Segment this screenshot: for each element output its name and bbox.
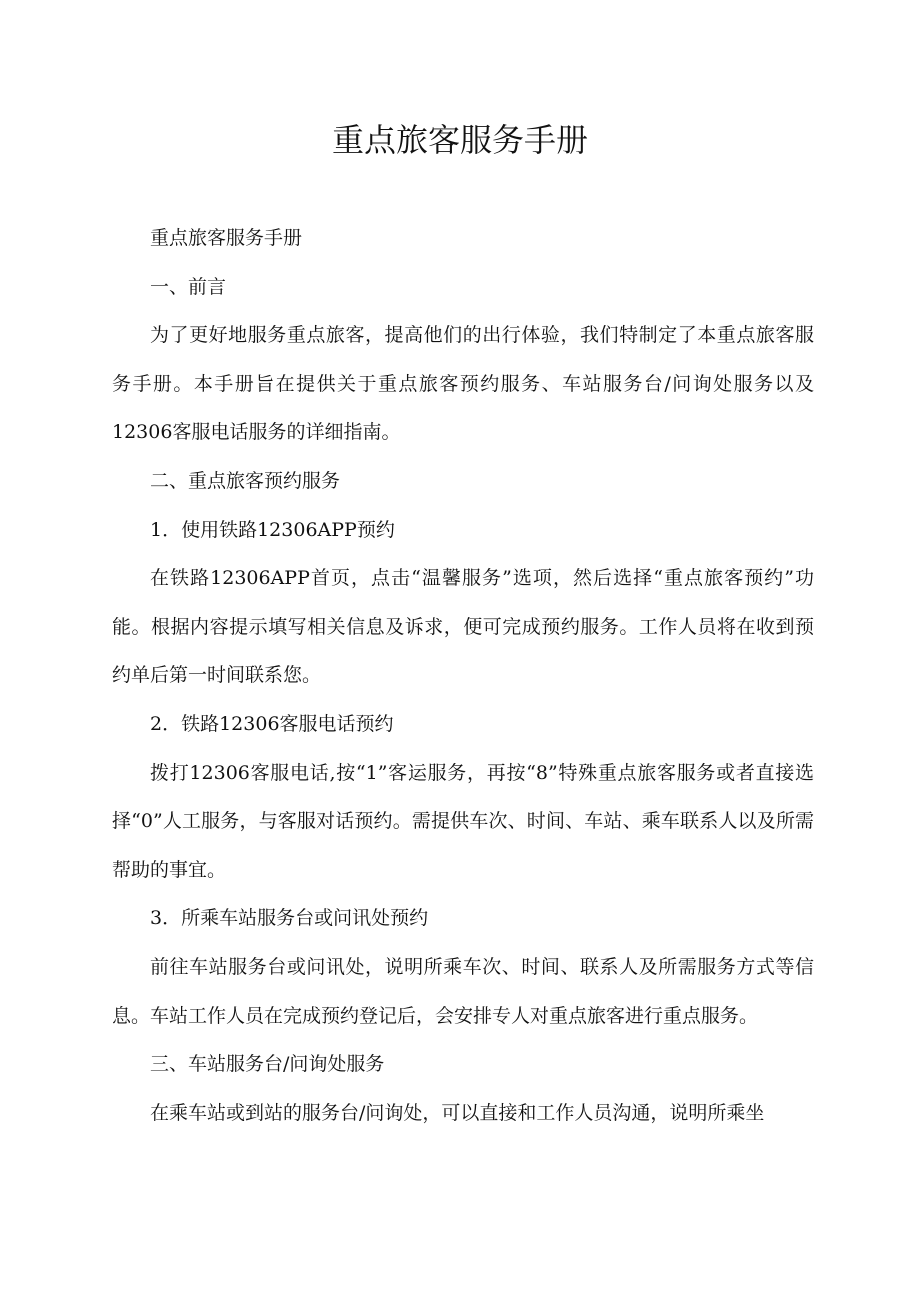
section-heading-service-desk: 三、车站服务台/问询处服务 [150,1053,385,1076]
subheading-station-reservation: 3．所乘车站服务台或问讯处预约 [150,907,429,930]
document-body [112,214,814,1137]
section-heading-preface: 一、前言 [150,275,227,298]
paragraph-app-reservation: 在铁路12306APP首页，点击“温馨服务”选项，然后选择“重点旅客预约”功能。根据内容提示填写相关信息及诉求，便可完成预约服务。工作人员将在收到预约单后第一时间联系您。 [112,567,814,687]
paragraph-service-desk: 在乘车站或到站的服务台/问询处，可以直接和工作人员沟通，说明所乘坐 [150,1101,765,1124]
section-heading-manual: 重点旅客服务手册 [150,227,303,249]
subheading-app-reservation: 1．使用铁路12306APP预约 [150,518,395,541]
subheading-phone-reservation: 2．铁路12306客服电话预约 [150,712,394,735]
paragraph-station-reservation: 前往车站服务台或问讯处，说明所乘车次、时间、联系人及所需服务方式等信息。车站工作人员在完成预约登记后，会安排专人对重点旅客进行重点服务。 [112,955,814,1027]
paragraph-phone-reservation: 拨打12306客服电话,按“1”客运服务，再按“8”特殊重点旅客服务或者直接选择“0”人工服务，与客服对话预约。需提供车次、时间、车站、乘车联系人以及所需帮助的事宜。 [112,761,814,881]
section-heading-reservation: 二、重点旅客预约服务 [150,469,341,492]
paragraph-preface: 为了更好地服务重点旅客，提高他们的出行体验，我们特制定了本重点旅客服务手册。本手册旨在提供关于重点旅客预约服务、车站服务台/问询处服务以及12306客服电话服务的详细指南。 [112,324,814,444]
document-title: 重点旅客服务手册 [331,121,588,159]
